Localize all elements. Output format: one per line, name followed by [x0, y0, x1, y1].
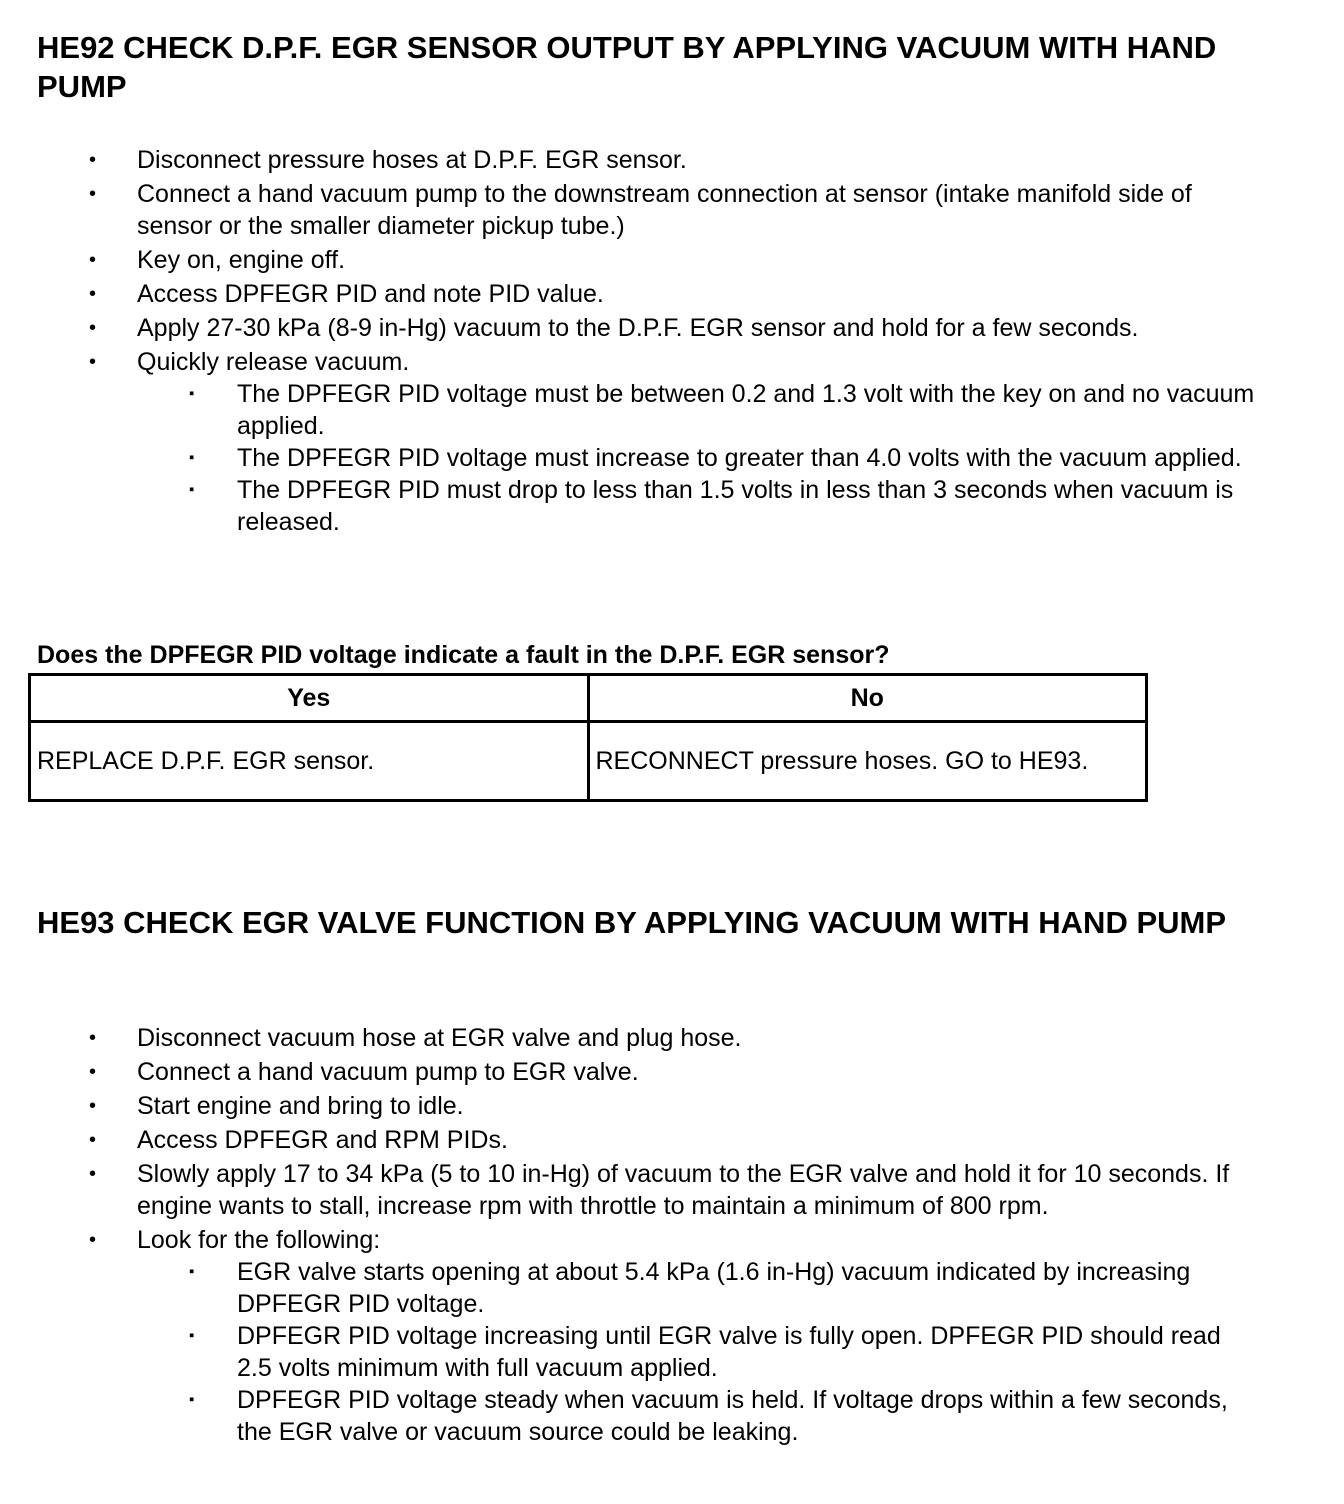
he92-question: Does the DPFEGR PID voltage indicate a fault in the D.P.F. EGR sensor?: [37, 641, 890, 669]
list-item-text: Key on, engine off.: [137, 246, 346, 274]
round-bullet-icon: •: [89, 317, 97, 339]
round-bullet-icon: •: [89, 149, 97, 171]
round-bullet-icon: •: [89, 283, 97, 305]
square-bullet-icon: ▪: [189, 481, 195, 498]
list-item-text: Connect a hand vacuum pump to EGR valve.: [137, 1058, 639, 1086]
list-item: [37, 312, 1257, 344]
list-item: [37, 1056, 1257, 1088]
yes-column-header: Yes: [30, 675, 589, 722]
he93-substeps-list: [137, 1256, 1257, 1448]
round-bullet-icon: •: [89, 1163, 97, 1185]
list-item: [37, 1124, 1257, 1156]
list-item-text: Connect a hand vacuum pump to the downstream connection at sensor (intake manifold side of sensor or the smaller diameter pickup tube.): [137, 180, 1192, 240]
round-bullet-icon: •: [89, 1027, 97, 1049]
he92-title: HE92 CHECK D.P.F. EGR SENSOR OUTPUT BY APPLYING VACUUM WITH HAND PUMP: [37, 30, 1217, 104]
sub-list-item-text: DPFEGR PID voltage steady when vacuum is held. If voltage drops within a few seconds, the EGR valve or vacuum source could be leaking.: [237, 1386, 1228, 1446]
list-item-text: Disconnect pressure hoses at D.P.F. EGR sensor.: [137, 146, 687, 174]
square-bullet-icon: ▪: [189, 449, 195, 466]
list-item-text: Access DPFEGR and RPM PIDs.: [137, 1126, 508, 1154]
sub-list-item: [137, 1384, 1257, 1448]
square-bullet-icon: ▪: [189, 1263, 195, 1280]
list-item-text: Access DPFEGR PID and note PID value.: [137, 280, 604, 308]
he92-substeps-list: [137, 378, 1257, 538]
list-item: [37, 1090, 1257, 1122]
table-header-row: [30, 675, 1147, 722]
list-item: [37, 144, 1257, 176]
round-bullet-icon: •: [89, 351, 97, 373]
sub-list-item: [137, 474, 1257, 538]
round-bullet-icon: •: [89, 183, 97, 205]
yes-action-cell: REPLACE D.P.F. EGR sensor.: [30, 722, 589, 801]
he92-decision-table: [28, 673, 1148, 802]
round-bullet-icon: •: [89, 249, 97, 271]
list-item: [37, 1022, 1257, 1054]
sub-list-item: [137, 1256, 1257, 1320]
round-bullet-icon: •: [89, 1095, 97, 1117]
sub-list-item-text: The DPFEGR PID voltage must be between 0.2 and 1.3 volt with the key on and no vacuum applied.: [237, 380, 1255, 440]
list-item-text: Look for the following:: [137, 1226, 381, 1254]
sub-list-item: [137, 442, 1257, 474]
sub-list-item: [137, 1320, 1257, 1384]
list-item: [37, 278, 1257, 310]
sub-list-item-text: The DPFEGR PID voltage must increase to greater than 4.0 volts with the vacuum applied.: [237, 444, 1242, 472]
table-row: [30, 722, 1147, 801]
list-item-text: Disconnect vacuum hose at EGR valve and plug hose.: [137, 1024, 742, 1052]
he93-title: HE93 CHECK EGR VALVE FUNCTION BY APPLYING VACUUM WITH HAND PUMP: [37, 905, 1227, 940]
he92-steps-list: [37, 144, 1257, 540]
list-item-text: Start engine and bring to idle.: [137, 1092, 464, 1120]
he93-steps-list: [37, 1022, 1257, 1450]
sub-list-item-text: DPFEGR PID voltage increasing until EGR valve is fully open. DPFEGR PID should read 2.5 volts minimum with full vacuum applied.: [237, 1322, 1221, 1382]
list-item-text: Quickly release vacuum.: [137, 348, 410, 376]
sub-list-item: [137, 378, 1257, 442]
list-item-text: Slowly apply 17 to 34 kPa (5 to 10 in-Hg) of vacuum to the EGR valve and hold it for 10 seconds. If engine wants to stall, increase rpm with throttle to maintain a minimum of 800 rpm.: [137, 1160, 1230, 1220]
no-column-header: No: [588, 675, 1147, 722]
list-item: [37, 244, 1257, 276]
square-bullet-icon: ▪: [189, 1327, 195, 1344]
round-bullet-icon: •: [89, 1061, 97, 1083]
list-item: [37, 1224, 1257, 1448]
round-bullet-icon: •: [89, 1229, 97, 1251]
sub-list-item-text: The DPFEGR PID must drop to less than 1.5 volts in less than 3 seconds when vacuum is released.: [237, 476, 1234, 536]
square-bullet-icon: ▪: [189, 385, 195, 402]
list-item-text: Apply 27-30 kPa (8-9 in-Hg) vacuum to the D.P.F. EGR sensor and hold for a few seconds.: [137, 314, 1139, 342]
sub-list-item-text: EGR valve starts opening at about 5.4 kPa (1.6 in-Hg) vacuum indicated by increasing DPFEGR PID voltage.: [237, 1258, 1191, 1318]
list-item: [37, 178, 1257, 242]
list-item: [37, 346, 1257, 538]
round-bullet-icon: •: [89, 1129, 97, 1151]
square-bullet-icon: ▪: [189, 1391, 195, 1408]
list-item: [37, 1158, 1257, 1222]
no-action-cell: RECONNECT pressure hoses. GO to HE93.: [588, 722, 1147, 801]
